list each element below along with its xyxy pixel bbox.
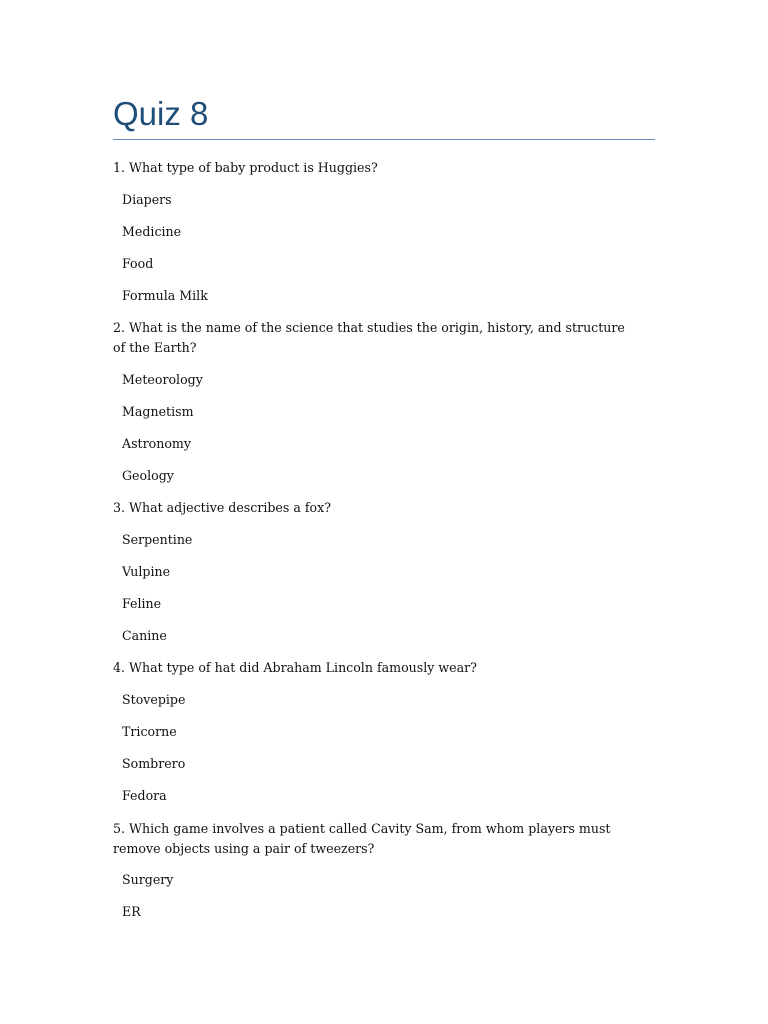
answer-option-1b: Medicine — [122, 224, 182, 239]
question-1: 1. What type of baby product is Huggies? — [113, 160, 378, 175]
answer-option-3b: Vulpine — [122, 564, 171, 579]
answer-option-2c: Astronomy — [122, 436, 191, 451]
answer-option-4a: Stovepipe — [122, 692, 186, 707]
answer-option-3c: Feline — [122, 596, 162, 611]
question-5: 5. Which game involves a patient called Cavity Sam, from whom players must remove objects using a pair of tweezers? — [113, 821, 611, 856]
answer-option-3d: Canine — [122, 628, 167, 643]
answer-option-5a: Surgery — [122, 872, 174, 887]
answer-option-5b: ER — [122, 904, 141, 919]
page-title: Quiz 8 — [113, 95, 209, 132]
answer-option-1a: Diapers — [122, 192, 172, 207]
answer-option-4d: Fedora — [122, 788, 167, 803]
answer-option-2d: Geology — [122, 468, 174, 483]
answer-option-1c: Food — [122, 256, 154, 271]
title-divider — [113, 139, 655, 140]
question-2: 2. What is the name of the science that studies the origin, history, and structure of the Earth? — [113, 320, 625, 355]
answer-option-3a: Serpentine — [122, 532, 193, 547]
answer-option-2b: Magnetism — [122, 404, 194, 419]
answer-option-2a: Meteorology — [122, 372, 203, 387]
answer-option-1d: Formula Milk — [122, 288, 208, 303]
question-4: 4. What type of hat did Abraham Lincoln famously wear? — [113, 660, 477, 675]
question-3: 3. What adjective describes a fox? — [113, 500, 331, 515]
answer-option-4b: Tricorne — [122, 724, 177, 739]
answer-option-4c: Sombrero — [122, 756, 186, 771]
